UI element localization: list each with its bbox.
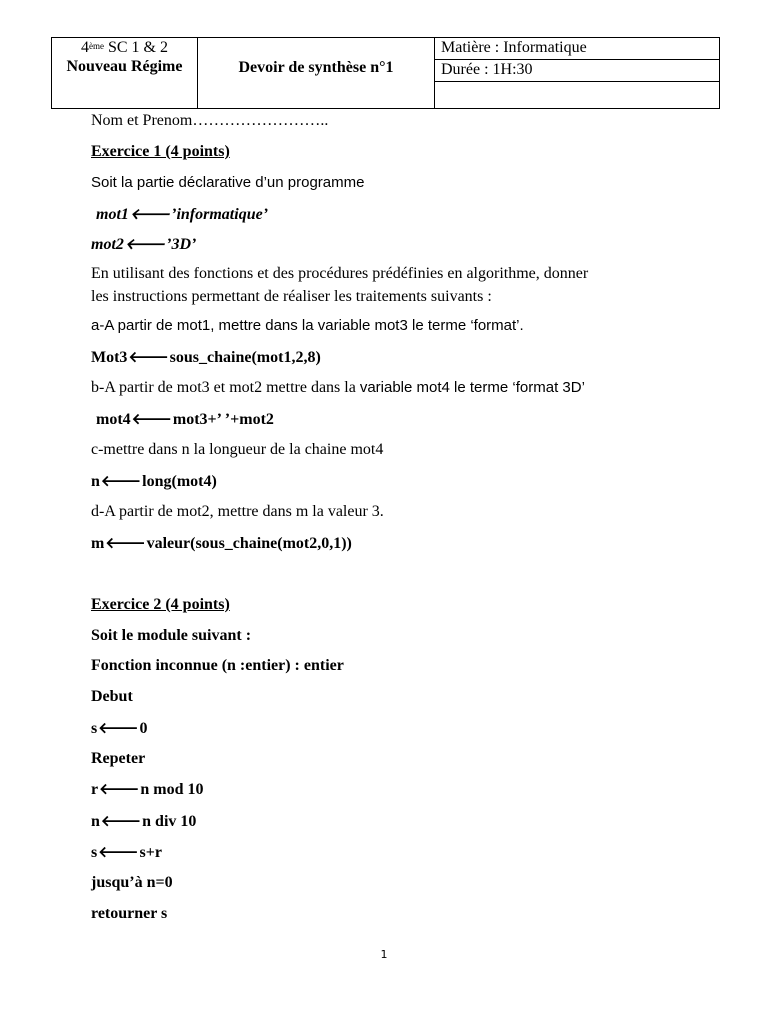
code-line-s-sum: s🡐s+r	[91, 843, 162, 861]
empty-cell	[435, 82, 720, 109]
exercise-1-intro: Soit la partie déclarative d’un programme	[91, 174, 365, 191]
duration-label: Durée : 1H:30	[441, 61, 533, 78]
assign-arrow-icon: 🡐	[98, 719, 139, 737]
question-a: a-A partir de mot1, mettre dans la variable mot3 le terme ‘format’.	[91, 317, 524, 334]
declaration-mot2: mot2🡐’3D’	[91, 235, 197, 253]
answer-d: m🡐valeur(sous_chaine(mot2,0,1))	[91, 534, 352, 552]
assign-arrow-icon: 🡐	[105, 534, 146, 552]
exercise-1-title: Exercice 1 (4 points)	[91, 143, 230, 160]
answer-a: Mot3🡐sous_chaine(mot1,2,8)	[91, 348, 321, 366]
exam-title: Devoir de synthèse n°1	[238, 59, 394, 76]
subject-cell	[435, 38, 720, 60]
class-level-sup: ème	[88, 41, 104, 51]
instructions-line-1: En utilisant des fonctions et des procédures prédéfinies en algorithme, donner	[91, 265, 589, 282]
code-line-n: n🡐n div 10	[91, 812, 197, 830]
exercise-2-title: Exercice 2 (4 points)	[91, 596, 230, 613]
answer-c: n🡐long(mot4)	[91, 472, 217, 490]
code-line-s-init: s🡐0	[91, 719, 148, 737]
subject-label: Matière : Informatique	[441, 39, 587, 56]
code-line-r: r🡐n mod 10	[91, 780, 204, 798]
duration-cell	[435, 60, 720, 82]
question-d: d-A partir de mot2, mettre dans m la valeur 3.	[91, 503, 384, 520]
title-cell	[198, 38, 435, 109]
assign-arrow-icon: 🡐	[99, 780, 140, 798]
header-table	[51, 37, 720, 109]
answer-b: mot4🡐mot3+’ ’+mot2	[96, 410, 274, 428]
assign-arrow-icon: 🡐	[129, 205, 171, 223]
assign-arrow-icon: 🡐	[98, 843, 139, 861]
question-c: c-mettre dans n la longueur de la chaine mot4	[91, 441, 384, 458]
exercise-2-intro: Soit le module suivant :	[91, 627, 252, 644]
code-repeter: Repeter	[91, 750, 146, 767]
class-cell	[52, 38, 198, 109]
question-b: b-A partir de mot3 et mot2 mettre dans la variable mot4 le terme ‘format 3D’	[91, 379, 585, 396]
assign-arrow-icon: 🡐	[100, 812, 142, 830]
code-jusqua: jusqu’à n=0	[91, 874, 173, 891]
code-retourner: retourner s	[91, 905, 168, 922]
regime-label: Nouveau Régime	[66, 58, 183, 75]
instructions-line-2: les instructions permettant de réaliser les traitements suivants :	[91, 288, 492, 305]
assign-arrow-icon: 🡐	[128, 348, 169, 366]
assign-arrow-icon: 🡐	[131, 410, 172, 428]
declaration-mot1: mot1🡐’informatique’	[96, 205, 269, 223]
assign-arrow-icon: 🡐	[100, 472, 142, 490]
class-level: 4	[80, 39, 89, 56]
code-debut: Debut	[91, 688, 133, 705]
assign-arrow-icon: 🡐	[124, 235, 166, 253]
student-name-line: Nom et Prenom……………………..	[91, 112, 329, 129]
function-signature: Fonction inconnue (n :entier) : entier	[91, 657, 344, 674]
page-number: 1	[380, 948, 388, 961]
class-name: SC 1 & 2	[103, 39, 168, 56]
